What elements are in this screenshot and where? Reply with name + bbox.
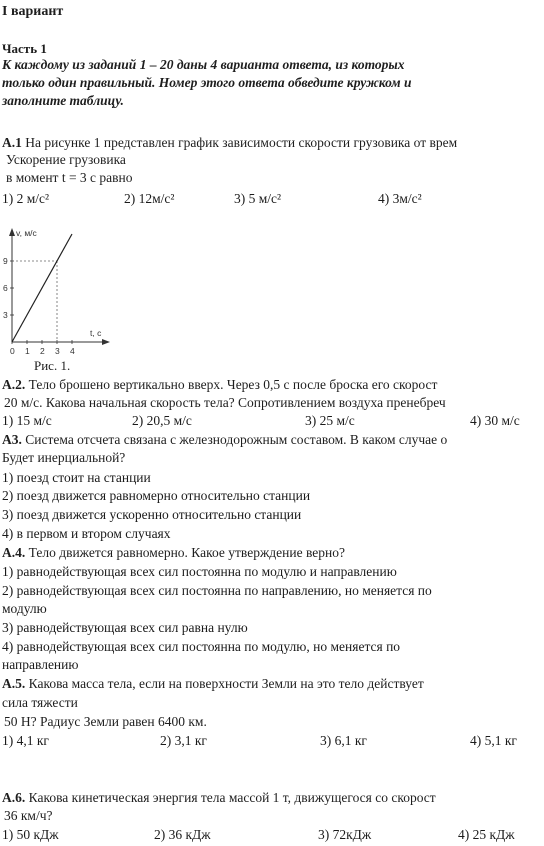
x-tick-label: 3 — [55, 346, 60, 356]
y-tick-label: 9 — [3, 256, 8, 266]
question-number: А.2. — [2, 377, 26, 392]
x-tick-label: 1 — [25, 346, 30, 356]
y-axis-label: v, м/с — [16, 228, 37, 238]
y-tick-label: 3 — [3, 310, 8, 320]
velocity-time-graph — [2, 224, 112, 356]
x-tick-label: 2 — [40, 346, 45, 356]
x-tick-label: 4 — [70, 346, 75, 356]
instruction-line-1: К каждому из заданий 1 – 20 даны 4 варианта ответа, из которых — [2, 57, 405, 72]
a6-option-2: 2) 36 кДж — [154, 827, 211, 842]
question-number: А.6. — [2, 790, 26, 805]
a2-option-3: 3) 25 м/с — [305, 413, 355, 428]
part-title: Часть 1 — [2, 41, 47, 56]
variant-title: I вариант — [2, 4, 64, 19]
question-number: А.4. — [2, 545, 26, 560]
a1-option-1: 1) 2 м/с² — [2, 191, 50, 206]
a4-option-1: 1) равнодействующая всех сил постоянна по модулю и направлению — [2, 564, 397, 579]
question-a2-line-2: 20 м/с. Какова начальная скорость тела? Сопротивлением воздуха пренебреч — [4, 395, 446, 410]
x-tick-label: 0 — [10, 346, 15, 356]
x-axis-label: t, с — [90, 328, 102, 338]
instruction-line-2: только один правильный. Номер этого ответа обведите кружком и — [2, 75, 412, 90]
question-a5-line-2: сила тяжести — [2, 695, 78, 710]
a3-option-4: 4) в первом и втором случаях — [2, 526, 171, 541]
question-text: Тело брошено вертикально вверх. Через 0,5 с после броска его скорост — [28, 377, 438, 392]
question-a1-line-2: Ускорение грузовика — [6, 152, 126, 167]
a2-option-2: 2) 20,5 м/с — [132, 413, 192, 428]
a2-option-4: 4) 30 м/с — [470, 413, 520, 428]
question-a2 — [2, 377, 437, 393]
question-text: Система отсчета связана с железнодорожным составом. В каком случае о — [25, 432, 448, 447]
question-a5 — [2, 676, 424, 692]
a6-option-4: 4) 25 кДж — [458, 827, 515, 842]
a5-option-2: 2) 3,1 кг — [160, 733, 207, 748]
a6-option-3: 3) 72кДж — [318, 827, 372, 842]
a4-option-2: 2) равнодействующая всех сил постоянна по направлению, но меняется по — [2, 583, 432, 598]
a5-option-1: 1) 4,1 кг — [2, 733, 49, 748]
a4-option-4-cont: направлению — [2, 657, 79, 672]
question-text: Какова масса тела, если на поверхности Земли на это тело действует — [28, 676, 424, 691]
a5-option-3: 3) 6,1 кг — [320, 733, 367, 748]
question-text: Какова кинетическая энергия тела массой 1 т, движущегося со скорост — [28, 790, 436, 805]
question-a3 — [2, 432, 447, 448]
question-a5-line-3: 50 Н? Радиус Земли равен 6400 км. — [4, 714, 207, 729]
question-text: Тело движется равномерно. Какое утверждение верно? — [28, 545, 345, 560]
instruction-line-3: заполните таблицу. — [2, 93, 124, 108]
question-a4 — [2, 545, 345, 561]
question-number: А3. — [2, 432, 22, 447]
a3-option-3: 3) поезд движется ускоренно относительно станции — [2, 507, 302, 522]
a5-option-4: 4) 5,1 кг — [470, 733, 517, 748]
question-number: А.5. — [2, 676, 26, 691]
a4-option-3: 3) равнодействующая всех сил равна нулю — [2, 620, 248, 635]
a4-option-4: 4) равнодействующая всех сил постоянна по модулю, но меняется по — [2, 639, 401, 654]
a1-option-4: 4) 3м/с² — [378, 191, 422, 206]
y-axis-arrow — [9, 228, 15, 236]
question-a6-line-2: 36 км/ч? — [4, 808, 53, 823]
x-axis-arrow — [102, 339, 110, 345]
a3-option-1: 1) поезд стоит на станции — [2, 470, 151, 485]
y-tick-label: 6 — [3, 283, 8, 293]
question-number: А.1 — [2, 135, 22, 150]
figure-caption: Рис. 1. — [34, 358, 71, 373]
a3-option-2: 2) поезд движется равномерно относительно станции — [2, 488, 311, 503]
question-a1-line-3: в момент t = 3 с равно — [6, 170, 133, 185]
a1-option-2: 2) 12м/с² — [124, 191, 175, 206]
question-a6 — [2, 790, 436, 806]
question-a3-line-2: Будет инерциальной? — [2, 450, 126, 465]
a1-option-3: 3) 5 м/с² — [234, 191, 282, 206]
a2-option-1: 1) 15 м/с — [2, 413, 52, 428]
velocity-line — [12, 234, 72, 342]
question-a1 — [2, 135, 457, 151]
a6-option-1: 1) 50 кДж — [2, 827, 59, 842]
question-text: На рисунке 1 представлен график зависимости скорости грузовика от врем — [25, 135, 458, 150]
a4-option-2-cont: модулю — [2, 601, 47, 616]
